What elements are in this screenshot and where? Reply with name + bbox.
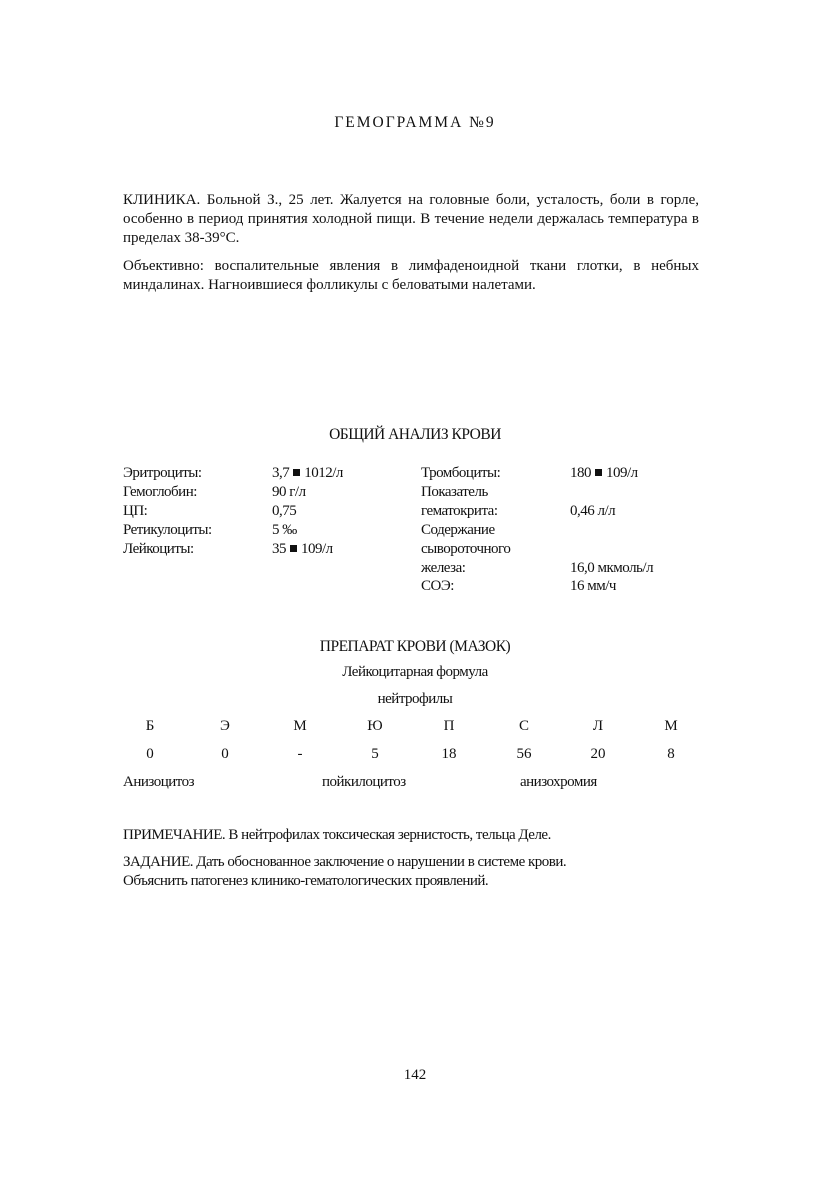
formula-value-young: 5 xyxy=(371,746,379,762)
leukocyte-formula-subtitle: Лейкоцитарная формула xyxy=(342,664,488,680)
hemoglobin-label: Гемоглобин: xyxy=(123,484,197,500)
formula-header-monocytes: М xyxy=(664,718,678,734)
formula-value-monocytes: 8 xyxy=(667,746,675,762)
iron-label-line3: железа: xyxy=(421,560,466,576)
formula-header-segmented: С xyxy=(518,718,529,734)
hemoglobin-value: 90 г/л xyxy=(272,484,306,500)
esr-label: СОЭ: xyxy=(421,578,454,594)
note-paragraph: ПРИМЕЧАНИЕ. В нейтрофилах токсическая зернистость, тельца Деле. xyxy=(123,827,551,843)
page-title: ГЕМОГРАММА №9 xyxy=(334,114,496,131)
formula-value-eosinophils: 0 xyxy=(221,746,229,762)
task-line-1: ЗАДАНИЕ. Дать обоснованное заключение о нарушении в системе крови. xyxy=(123,854,567,870)
reticulocytes-label: Ретикулоциты: xyxy=(123,522,212,538)
iron-label-line1: Содержание xyxy=(421,522,495,538)
objective-paragraph: Объективно: воспалительные явления в лимфаденоидной ткани глотки, в небных миндалинах. Нагноившиеся фолликулы с беловатыми налетами. xyxy=(123,258,699,293)
task-line-2: Объяснить патогенез клинико-гематологических проявлений. xyxy=(123,873,489,889)
formula-value-segmented: 56 xyxy=(516,746,532,762)
esr-value: 16 мм/ч xyxy=(570,578,616,594)
platelets-value: 180 109/л xyxy=(570,465,638,481)
reticulocytes-value: 5 ‰ xyxy=(272,522,297,538)
formula-header-band: П xyxy=(443,718,455,734)
anisocytosis-label: Анизоцитоз xyxy=(123,774,195,790)
multiply-icon xyxy=(290,545,297,552)
formula-header-myelocytes: М xyxy=(293,718,307,734)
formula-value-band: 18 xyxy=(441,746,457,762)
hematocrit-label-line1: Показатель xyxy=(421,484,488,500)
platelets-label: Тромбоциты: xyxy=(421,465,501,481)
clinic-paragraph: КЛИНИКА. Больной З., 25 лет. Жалуется на головные боли, усталость, боли в горле, особенно в период принятия холодной пищи. В течение недели держалась температура в пределах 38-39°С. xyxy=(123,192,699,246)
color-index-value: 0,75 xyxy=(272,503,297,519)
poikilocytosis-label: пойкилоцитоз xyxy=(322,774,406,790)
formula-value-lymphocytes: 20 xyxy=(590,746,606,762)
formula-header-lymphocytes: Л xyxy=(592,718,604,734)
formula-header-young: Ю xyxy=(367,718,383,734)
neutrophils-label: нейтрофилы xyxy=(377,691,453,707)
leukocytes-value: 35 109/л xyxy=(272,541,333,557)
formula-header-basophils: Б xyxy=(145,718,155,734)
multiply-icon xyxy=(595,469,602,476)
iron-label-line2: сывороточного xyxy=(421,541,511,557)
hematocrit-value: 0,46 л/л xyxy=(570,503,616,519)
erythrocytes-value: 3,7 1012/л xyxy=(272,465,343,481)
anisochromia-label: анизохромия xyxy=(520,774,597,790)
color-index-label: ЦП: xyxy=(123,503,148,519)
erythrocytes-label: Эритроциты: xyxy=(123,465,202,481)
multiply-icon xyxy=(293,469,300,476)
iron-value: 16,0 мкмоль/л xyxy=(570,560,654,576)
formula-header-eosinophils: Э xyxy=(220,718,230,734)
formula-value-basophils: 0 xyxy=(146,746,154,762)
page-number: 142 xyxy=(403,1067,427,1083)
hematocrit-label-line2: гематокрита: xyxy=(421,503,498,519)
smear-title: ПРЕПАРАТ КРОВИ (МАЗОК) xyxy=(319,638,511,655)
leukocytes-label: Лейкоциты: xyxy=(123,541,194,557)
formula-value-myelocytes: - xyxy=(297,746,303,762)
blood-analysis-title: ОБЩИЙ АНАЛИЗ КРОВИ xyxy=(329,426,501,443)
